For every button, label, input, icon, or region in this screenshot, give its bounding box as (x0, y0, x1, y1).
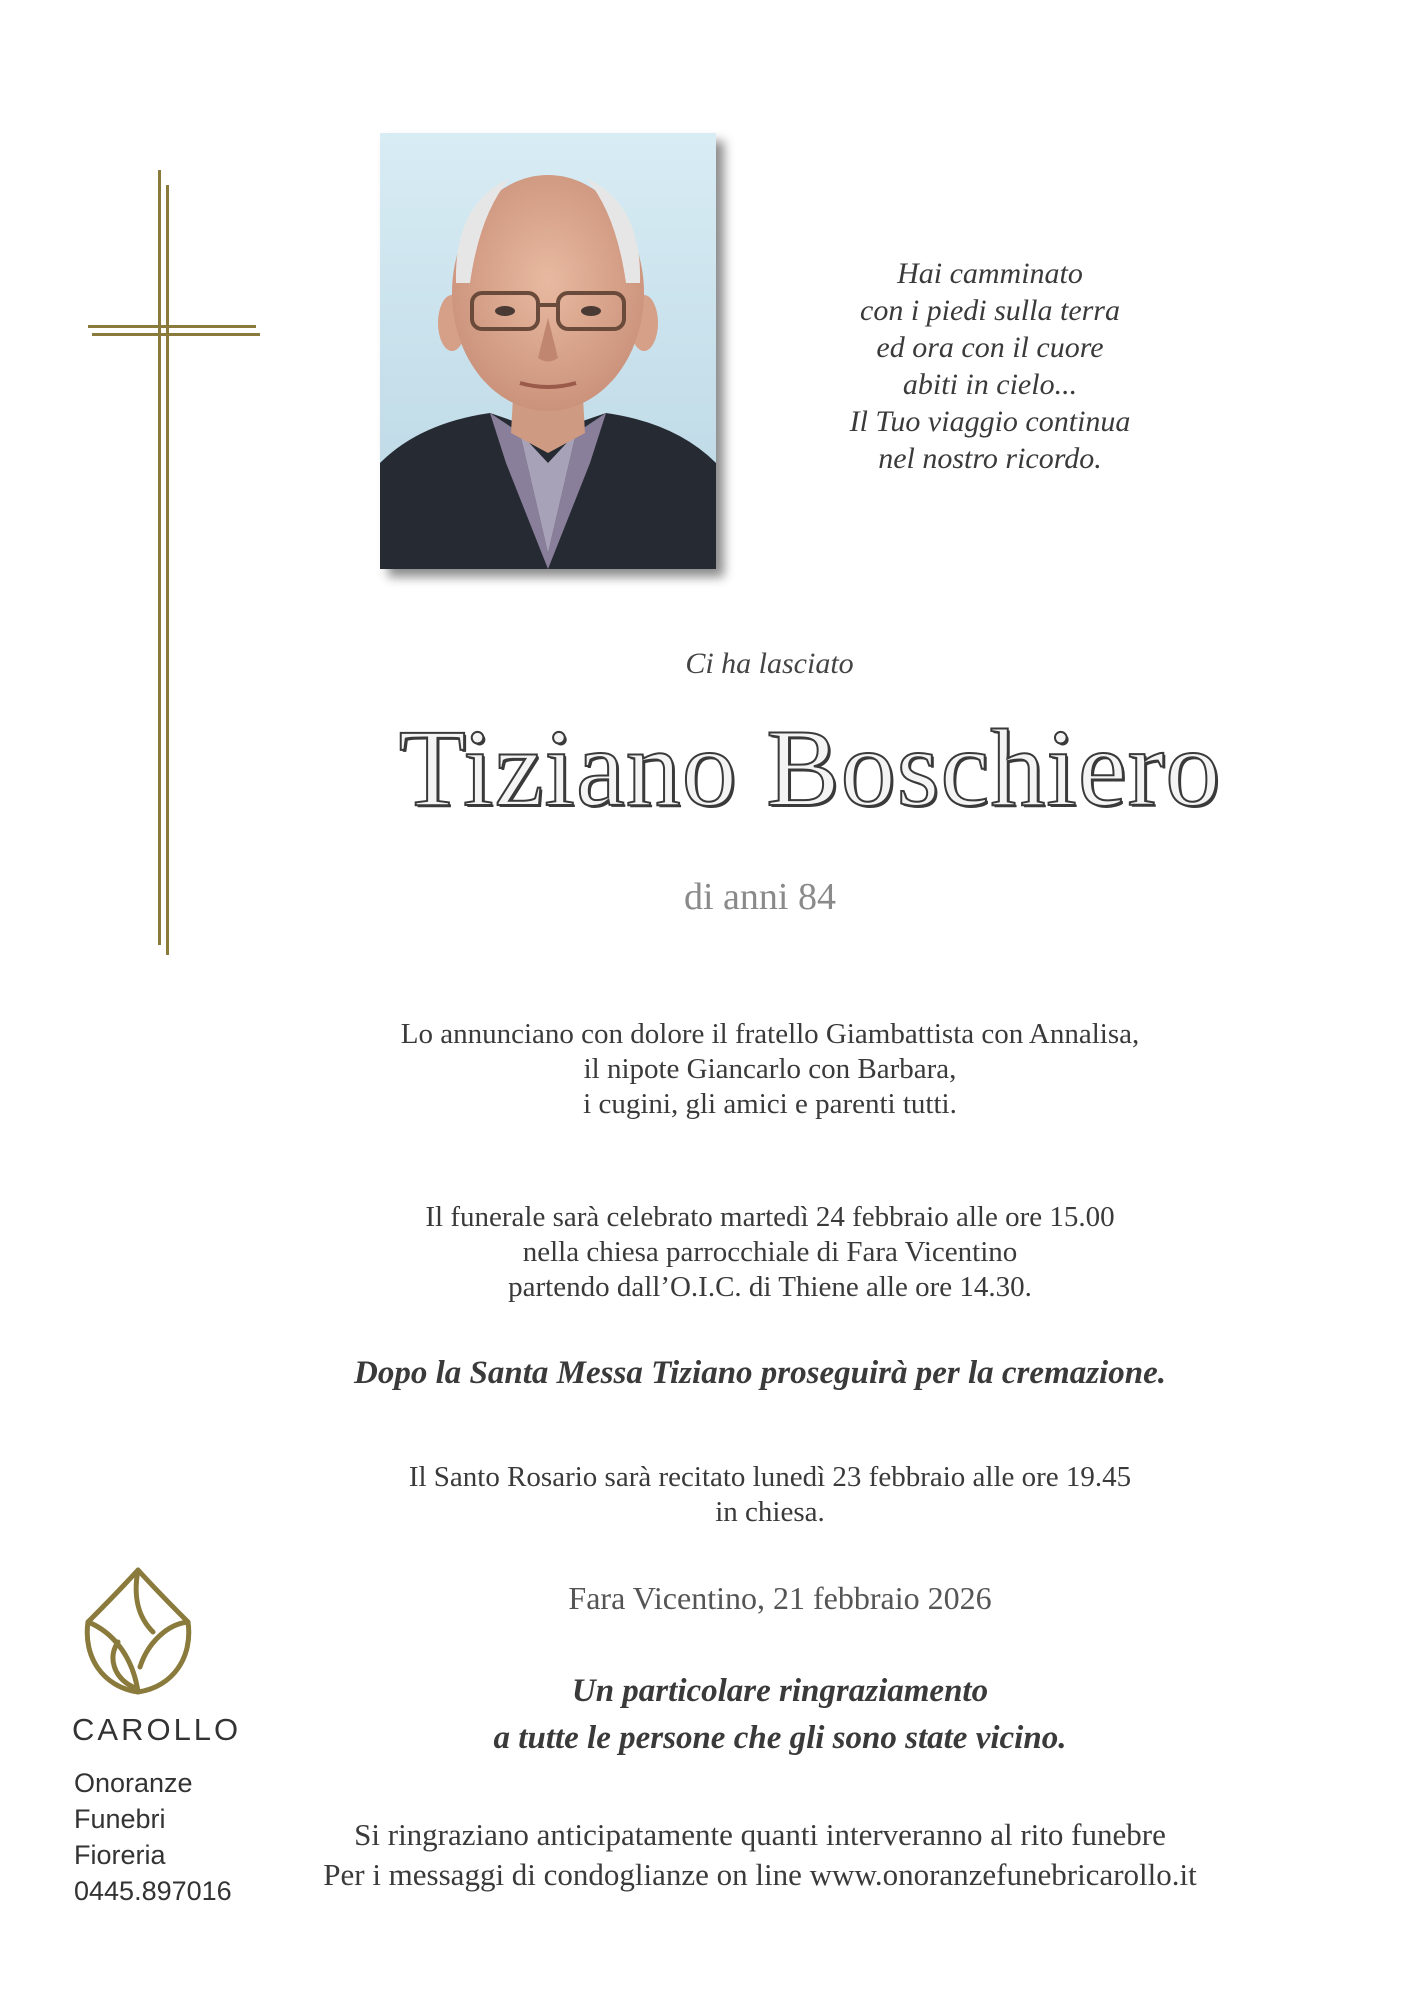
closing-line: Si ringraziano anticipatamente quanti interveranno al rito funebre (354, 1817, 1166, 1852)
company-line: Funebri (74, 1804, 166, 1834)
company-phone: 0445.897016 (74, 1876, 232, 1906)
poem-line: ed ora con il cuore (876, 331, 1104, 364)
thanks-message (300, 1668, 1260, 1762)
flower-bud-icon (78, 1562, 198, 1702)
rosary-line: in chiesa. (715, 1496, 825, 1528)
poem-line: con i piedi sulla terra (860, 294, 1120, 327)
company-brand: CAROLLO (72, 1712, 242, 1747)
cross-icon (0, 0, 300, 1000)
deceased-age: di anni 84 (684, 876, 836, 918)
company-line: Fioreria (74, 1840, 166, 1870)
funeral-line: partendo dall’O.I.C. di Thiene alle ore 14.30. (508, 1271, 1032, 1303)
announcement (300, 1017, 1240, 1122)
portrait-photo (380, 133, 716, 569)
funeral-line: nella chiesa parrocchiale di Fara Vicentino (522, 1236, 1018, 1268)
deceased-name: Tiziano Boschiero (398, 707, 1222, 829)
poem (820, 255, 1160, 477)
rosary-line: Il Santo Rosario sarà recitato lunedì 23 febbraio alle ore 19.45 (408, 1461, 1132, 1493)
closing-notes (260, 1815, 1260, 1895)
company-line: Onoranze (74, 1768, 193, 1798)
rosary-info (300, 1460, 1240, 1530)
closing-line: Per i messaggi di condoglianze on line www.onoranzefunebricarollo.it (323, 1857, 1197, 1892)
intro-label: Ci ha lasciato (685, 647, 854, 680)
funeral-info (300, 1200, 1240, 1305)
announcement-line: Lo annunciano con dolore il fratello Giambattista con Annalisa, (400, 1018, 1140, 1050)
funeral-line: Il funerale sarà celebrato martedì 24 febbraio alle ore 15.00 (425, 1201, 1115, 1233)
announcement-line: il nipote Giancarlo con Barbara, (583, 1053, 957, 1085)
thanks-line: Un particolare ringraziamento (571, 1673, 989, 1709)
cremation-note: Dopo la Santa Messa Tiziano proseguirà per la cremazione. (354, 1355, 1166, 1391)
intro-text (0, 647, 1405, 681)
poem-line: abiti in cielo... (902, 368, 1078, 401)
poem-line: nel nostro ricordo. (878, 442, 1102, 475)
poem-line: Il Tuo viaggio continua (849, 405, 1131, 438)
place-date: Fara Vicentino, 21 febbraio 2026 (568, 1580, 992, 1616)
company-info (74, 1765, 232, 1909)
thanks-line: a tutte le persone che gli sono state vicino. (493, 1720, 1067, 1756)
poem-line: Hai camminato (897, 257, 1083, 290)
announcement-line: i cugini, gli amici e parenti tutti. (583, 1088, 957, 1120)
